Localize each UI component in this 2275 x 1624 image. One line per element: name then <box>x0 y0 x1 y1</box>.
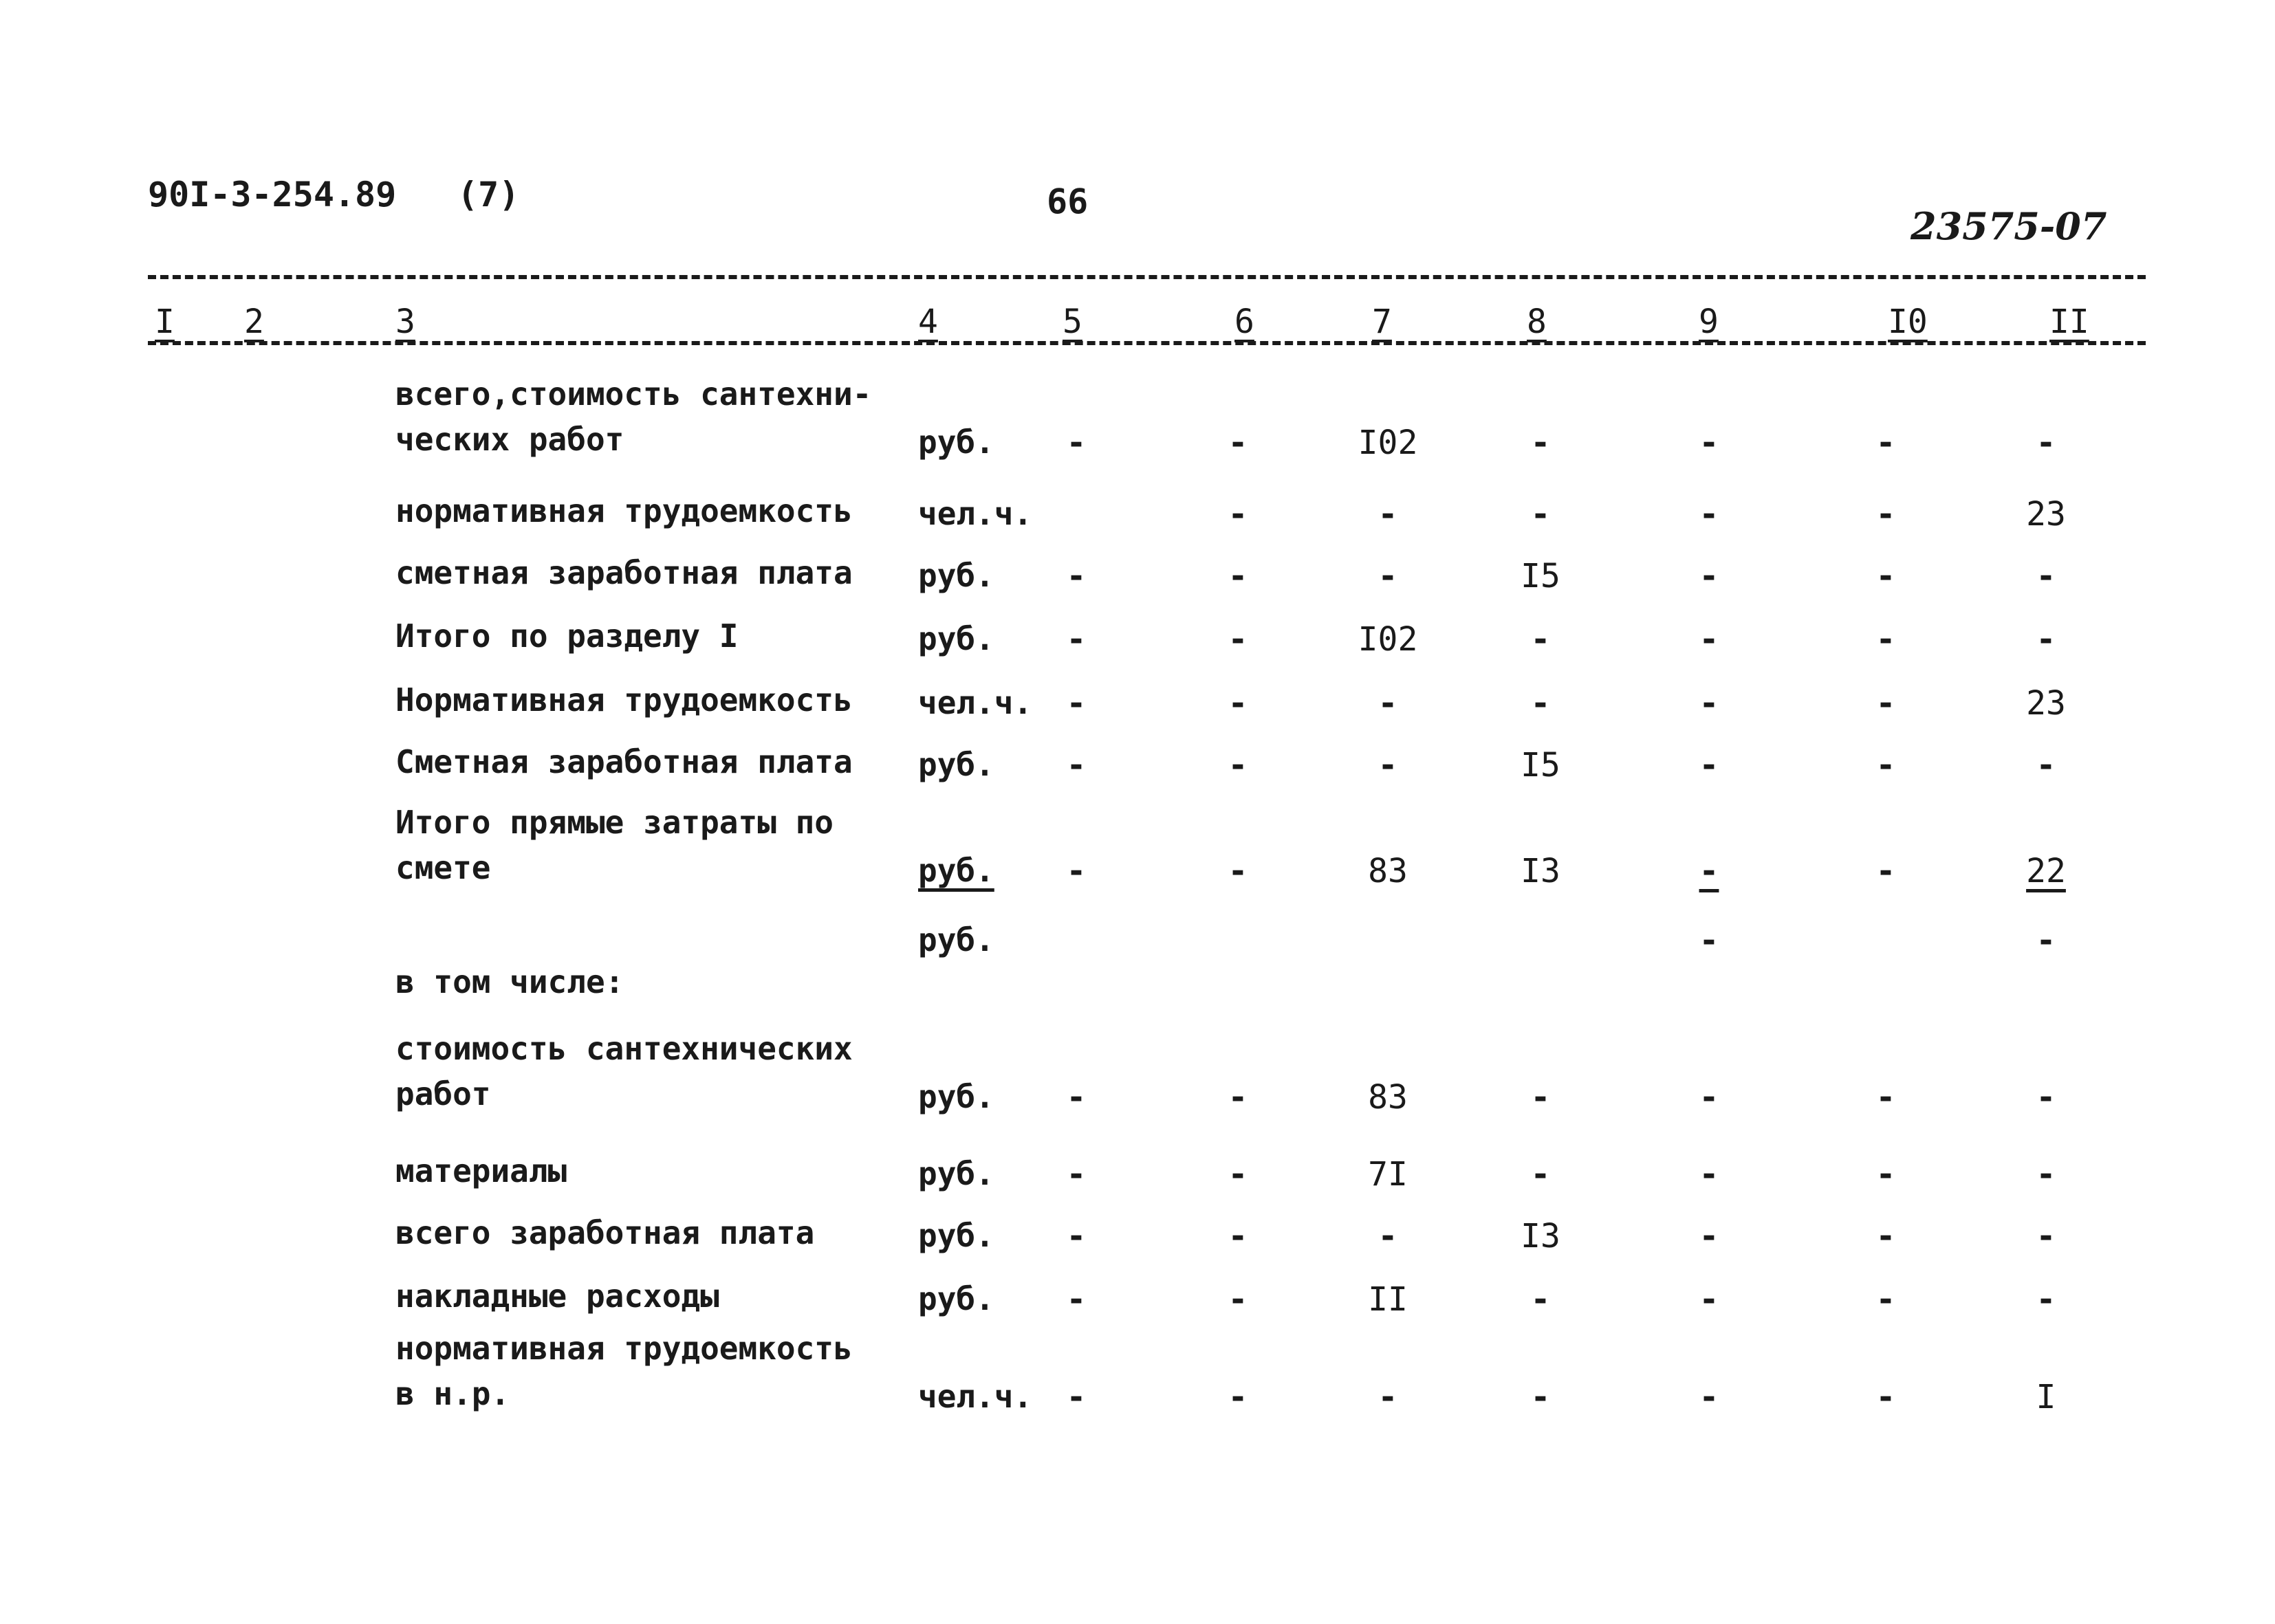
cell-c8: I3 <box>1521 852 1560 890</box>
cell-c9: - <box>1699 1217 1719 1255</box>
cell-c5: - <box>1066 1378 1087 1416</box>
column-number: 8 <box>1527 303 1547 341</box>
cell-c9: - <box>1699 1155 1719 1194</box>
cell-c10: - <box>1875 1155 1896 1194</box>
cell-c7: - <box>1378 495 1398 534</box>
row-unit: руб. <box>918 852 994 889</box>
cell-c8: - <box>1530 1078 1551 1117</box>
cell-c10: - <box>1875 424 1896 462</box>
cell-c10: - <box>1875 1078 1896 1117</box>
row-label: в н.р. <box>395 1375 510 1412</box>
cell-c5: - <box>1066 684 1087 723</box>
cell-c9: - <box>1699 1280 1719 1319</box>
cell-c8: - <box>1530 1280 1551 1319</box>
cell-c11: I <box>2036 1378 2056 1416</box>
cell-c8: - <box>1530 620 1551 659</box>
column-number: I <box>155 303 175 341</box>
row-label: работ <box>395 1075 491 1112</box>
row-unit: руб. <box>918 557 994 594</box>
cell-c9: - <box>1699 424 1719 462</box>
cell-c11: - <box>2036 1155 2056 1194</box>
column-number: 9 <box>1699 303 1719 341</box>
cell-c11: 23 <box>2026 684 2066 723</box>
cell-c5: - <box>1066 1280 1087 1319</box>
row-label: материалы <box>395 1152 567 1189</box>
cell-c6: - <box>1228 1217 1248 1255</box>
cell-c7: - <box>1378 1217 1398 1255</box>
cell-c6: - <box>1228 620 1248 659</box>
row-label: стоимость сантехнических <box>395 1030 853 1067</box>
cell-c7: II <box>1368 1280 1408 1319</box>
column-number: 5 <box>1063 303 1082 341</box>
cell-c10: - <box>1875 1378 1896 1416</box>
row-label: Нормативная трудоемкость <box>395 681 853 718</box>
cell-c7: I02 <box>1358 424 1418 462</box>
cell-c5: - <box>1066 852 1087 890</box>
cell-c5: - <box>1066 1155 1087 1194</box>
cell-c5: - <box>1066 1078 1087 1117</box>
cell-c8: - <box>1530 1155 1551 1194</box>
cell-c6: - <box>1228 852 1248 890</box>
cell-c9: - <box>1699 557 1719 595</box>
cell-c10: - <box>1875 684 1896 723</box>
cell-c11: 22 <box>2026 852 2066 890</box>
row-unit: руб. <box>918 620 994 657</box>
cell-c11: 23 <box>2026 495 2066 534</box>
cell-c9: - <box>1699 1378 1719 1416</box>
sheet-ref: (7) <box>457 175 520 215</box>
cell-c10: - <box>1875 1217 1896 1255</box>
cell-c6: - <box>1228 557 1248 595</box>
cell-c11: - <box>2036 921 2056 960</box>
cell-c8: - <box>1530 495 1551 534</box>
cell-c7: 7I <box>1368 1155 1408 1194</box>
row-label: Итого прямые затраты по <box>395 804 834 841</box>
row-label: нормативная трудоемкость <box>395 492 853 529</box>
cell-c11: - <box>2036 1217 2056 1255</box>
row-unit: руб. <box>918 746 994 783</box>
column-number: 3 <box>395 303 415 341</box>
cell-c8: I5 <box>1521 746 1560 784</box>
row-label: нормативная трудоемкость <box>395 1330 853 1367</box>
row-unit: чел.ч. <box>918 495 1033 532</box>
top-rule <box>148 275 2146 279</box>
row-unit: руб. <box>918 921 994 958</box>
cell-c10: - <box>1875 495 1896 534</box>
cell-c5: - <box>1066 746 1087 784</box>
cell-c8: - <box>1530 684 1551 723</box>
cell-c7: - <box>1378 557 1398 595</box>
row-label: Сметная заработная плата <box>395 743 853 780</box>
row-unit: чел.ч. <box>918 684 1033 721</box>
cell-c6: - <box>1228 424 1248 462</box>
cell-c6: - <box>1228 746 1248 784</box>
row-unit: руб. <box>918 1280 994 1317</box>
cell-c5: - <box>1066 1217 1087 1255</box>
column-number: 6 <box>1234 303 1254 341</box>
row-label: всего,стоимость сантехни- <box>395 375 872 413</box>
doc-code: 90I-3-254.89 <box>148 175 397 215</box>
cell-c11: - <box>2036 557 2056 595</box>
cell-c9: - <box>1699 684 1719 723</box>
cell-c10: - <box>1875 1280 1896 1319</box>
cell-c6: - <box>1228 1378 1248 1416</box>
row-label: всего заработная плата <box>395 1214 815 1251</box>
cell-c8: - <box>1530 1378 1551 1416</box>
cell-c7: 83 <box>1368 852 1408 890</box>
cell-c10: - <box>1875 557 1896 595</box>
cell-c5: - <box>1066 424 1087 462</box>
cell-c8: I3 <box>1521 1217 1560 1255</box>
column-number: 2 <box>244 303 264 341</box>
cell-c11: - <box>2036 1280 2056 1319</box>
row-label: ческих работ <box>395 421 624 458</box>
cell-c10: - <box>1875 746 1896 784</box>
cell-c10: - <box>1875 852 1896 890</box>
cell-c7: - <box>1378 684 1398 723</box>
row-unit: руб. <box>918 1217 994 1254</box>
cell-c9: - <box>1699 1078 1719 1117</box>
column-number: II <box>2049 303 2089 341</box>
row-unit: руб. <box>918 424 994 461</box>
row-label: в том числе: <box>395 963 624 1000</box>
cell-c6: - <box>1228 684 1248 723</box>
column-number: 4 <box>918 303 938 341</box>
cell-c7: I02 <box>1358 620 1418 659</box>
cell-c5: - <box>1066 557 1087 595</box>
cell-c5: - <box>1066 620 1087 659</box>
cell-c11: - <box>2036 746 2056 784</box>
row-unit: руб. <box>918 1155 994 1192</box>
row-label: смете <box>395 849 491 886</box>
cell-c7: 83 <box>1368 1078 1408 1117</box>
cell-c6: - <box>1228 1280 1248 1319</box>
cell-c9: - <box>1699 746 1719 784</box>
header-rule <box>148 341 2146 345</box>
cell-c8: - <box>1530 424 1551 462</box>
cell-c11: - <box>2036 424 2056 462</box>
cell-c11: - <box>2036 620 2056 659</box>
column-number: 7 <box>1372 303 1392 341</box>
cell-c6: - <box>1228 1078 1248 1117</box>
column-number: I0 <box>1888 303 1928 341</box>
row-label: сметная заработная плата <box>395 554 853 591</box>
cell-c10: - <box>1875 620 1896 659</box>
row-unit: чел.ч. <box>918 1378 1033 1415</box>
cell-c9: - <box>1699 921 1719 960</box>
cell-c9: - <box>1699 852 1719 890</box>
cell-c9: - <box>1699 620 1719 659</box>
archive-stamp: 23575-07 <box>1911 204 2107 248</box>
row-label: накладные расходы <box>395 1277 719 1315</box>
row-label: Итого по разделу I <box>395 617 739 655</box>
cell-c8: I5 <box>1521 557 1560 595</box>
cell-c9: - <box>1699 495 1719 534</box>
row-unit: руб. <box>918 1078 994 1115</box>
page-number: 66 <box>1047 182 1089 221</box>
cell-c7: - <box>1378 746 1398 784</box>
cell-c7: - <box>1378 1378 1398 1416</box>
cell-c11: - <box>2036 1078 2056 1117</box>
cell-c6: - <box>1228 495 1248 534</box>
cell-c6: - <box>1228 1155 1248 1194</box>
